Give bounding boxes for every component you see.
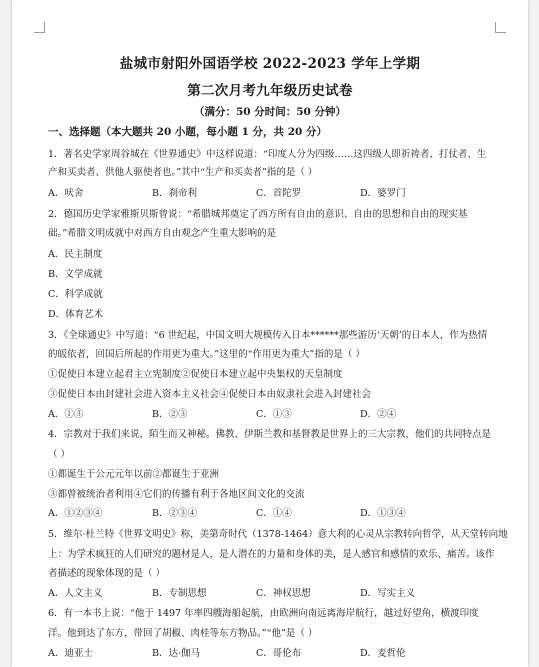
question-3-line-3: ①促使日本建立起君主立宪制度②促使日本建立起中央集权的天皇制度	[48, 369, 343, 380]
exam-title-line1: 盐城市射阳外国语学校 2022-2023 学年上学期	[119, 56, 421, 72]
question-4-option-b: B．②③④	[152, 508, 197, 519]
question-1-option-a: A．吠舍	[48, 188, 84, 199]
question-2-option-d: D．体育艺术	[48, 309, 104, 320]
question-3-option-c: C．①③	[256, 409, 292, 420]
question-6-line-1: 6．有一本书上说：“他于 1497 年率四艘海船起航，由欧洲向南远离海岸航行，越过好望角，横渡印度	[48, 608, 479, 619]
question-6-line-2: 洋。他到达了东方，带回了胡椒、肉桂等东方物品。”“他”是（ ）	[48, 628, 318, 639]
question-3-option-a: A．①③	[48, 409, 84, 420]
question-5-line-2: 上：为学术疯狂的人们研究的题材是人，是人潜在的力量和身体的美，是人感官和感情的欢乐、痛苦。该作	[48, 549, 495, 560]
question-6-option-c: C．哥伦布	[256, 648, 302, 659]
question-4-option-a: A．①②③④	[48, 508, 103, 519]
section-heading: 一、选择题（本大题共 20 小题，每小题 1 分，共 20 分）	[48, 126, 327, 138]
question-3-line-1: 3．《全球通史》中写道：“6 世纪起，中国文明大规模传入日本******那些游历‘天朝’的日本人，作为热情	[48, 330, 488, 341]
question-5-line-1: 5．维尔·杜兰特《世界文明史》称，美第奇时代（1378-1464）意大利的心灵从宗教转向哲学，从天堂转向地	[48, 529, 508, 540]
question-6-option-a: A．迪亚士	[48, 648, 93, 659]
question-5-option-a: A．人文主义	[48, 588, 103, 599]
question-4-option-c: C．①④	[256, 508, 292, 519]
question-2-option-b: B．文学成就	[48, 269, 103, 280]
question-2-line-2: 础。”希腊文明成就中对西方自由观念产生重大影响的是	[48, 228, 277, 239]
question-2-option-c: C．科学成就	[48, 289, 103, 300]
question-3-option-b: B．②③	[152, 409, 188, 420]
exam-page	[12, 0, 528, 667]
question-3-line-4: ③促使日本由封建社会进入资本主义社会④促使日本由奴隶社会进入封建社会	[48, 389, 372, 400]
question-3-option-d: D．②④	[360, 409, 397, 420]
question-1-option-c: C．首陀罗	[256, 188, 302, 199]
question-5-option-b: B．专制思想	[152, 588, 207, 599]
question-4-line-3: ①都诞生于公元元年以前②都诞生于亚洲	[48, 469, 220, 480]
exam-title-line2: 第二次月考九年级历史试卷	[187, 83, 353, 99]
question-1-line-2: 产和买卖者、供他人驱使者也。”其中“生产和买卖者”指的是（ ）	[48, 167, 318, 178]
question-1-option-b: B．刹帝利	[152, 188, 197, 199]
question-5-option-d: D．写实主义	[360, 588, 416, 599]
question-4-option-d: D．①③④	[360, 508, 406, 519]
exam-info: （满分：50 分时间：50 分钟）	[193, 106, 347, 118]
question-2-line-1: 2．德国历史学家雅斯贝斯曾说：“希腊城邦奠定了西方所有自由的意识、自由的思想和自由的现实基	[48, 209, 468, 220]
question-2-option-a: A．民主制度	[48, 249, 103, 260]
question-3-line-2: 的皈依者，回国后所起的作用更为重大。”这里的“作用更为重大”指的是（ ）	[48, 349, 365, 360]
question-5-line-3: 者描述的现象体现的是（ ）	[48, 568, 166, 579]
question-4-line-2: （ ）	[48, 449, 71, 460]
question-6-option-d: D．麦哲伦	[360, 648, 406, 659]
crop-mark-top-left	[34, 22, 45, 33]
question-1-option-d: D．婆罗门	[360, 188, 406, 199]
crop-mark-top-right	[495, 22, 506, 33]
question-6-option-b: B．达·伽马	[152, 648, 201, 659]
question-5-option-c: C．神权思想	[256, 588, 311, 599]
question-4-line-4: ③都曾被统治者利用④它们的传播有利于各地区间文化的交流	[48, 489, 305, 500]
question-1-line-1: 1．著名史学家周谷城在《世界通史》中这样说道：“印度人分为四级……这四级人即祈祷者、打仗者、生	[48, 149, 487, 160]
question-4-line-1: 4．宗教对于我们来说，陌生而又神秘。佛教、伊斯兰教和基督教是世界上的三大宗教，他们的共同特点是	[48, 429, 492, 440]
